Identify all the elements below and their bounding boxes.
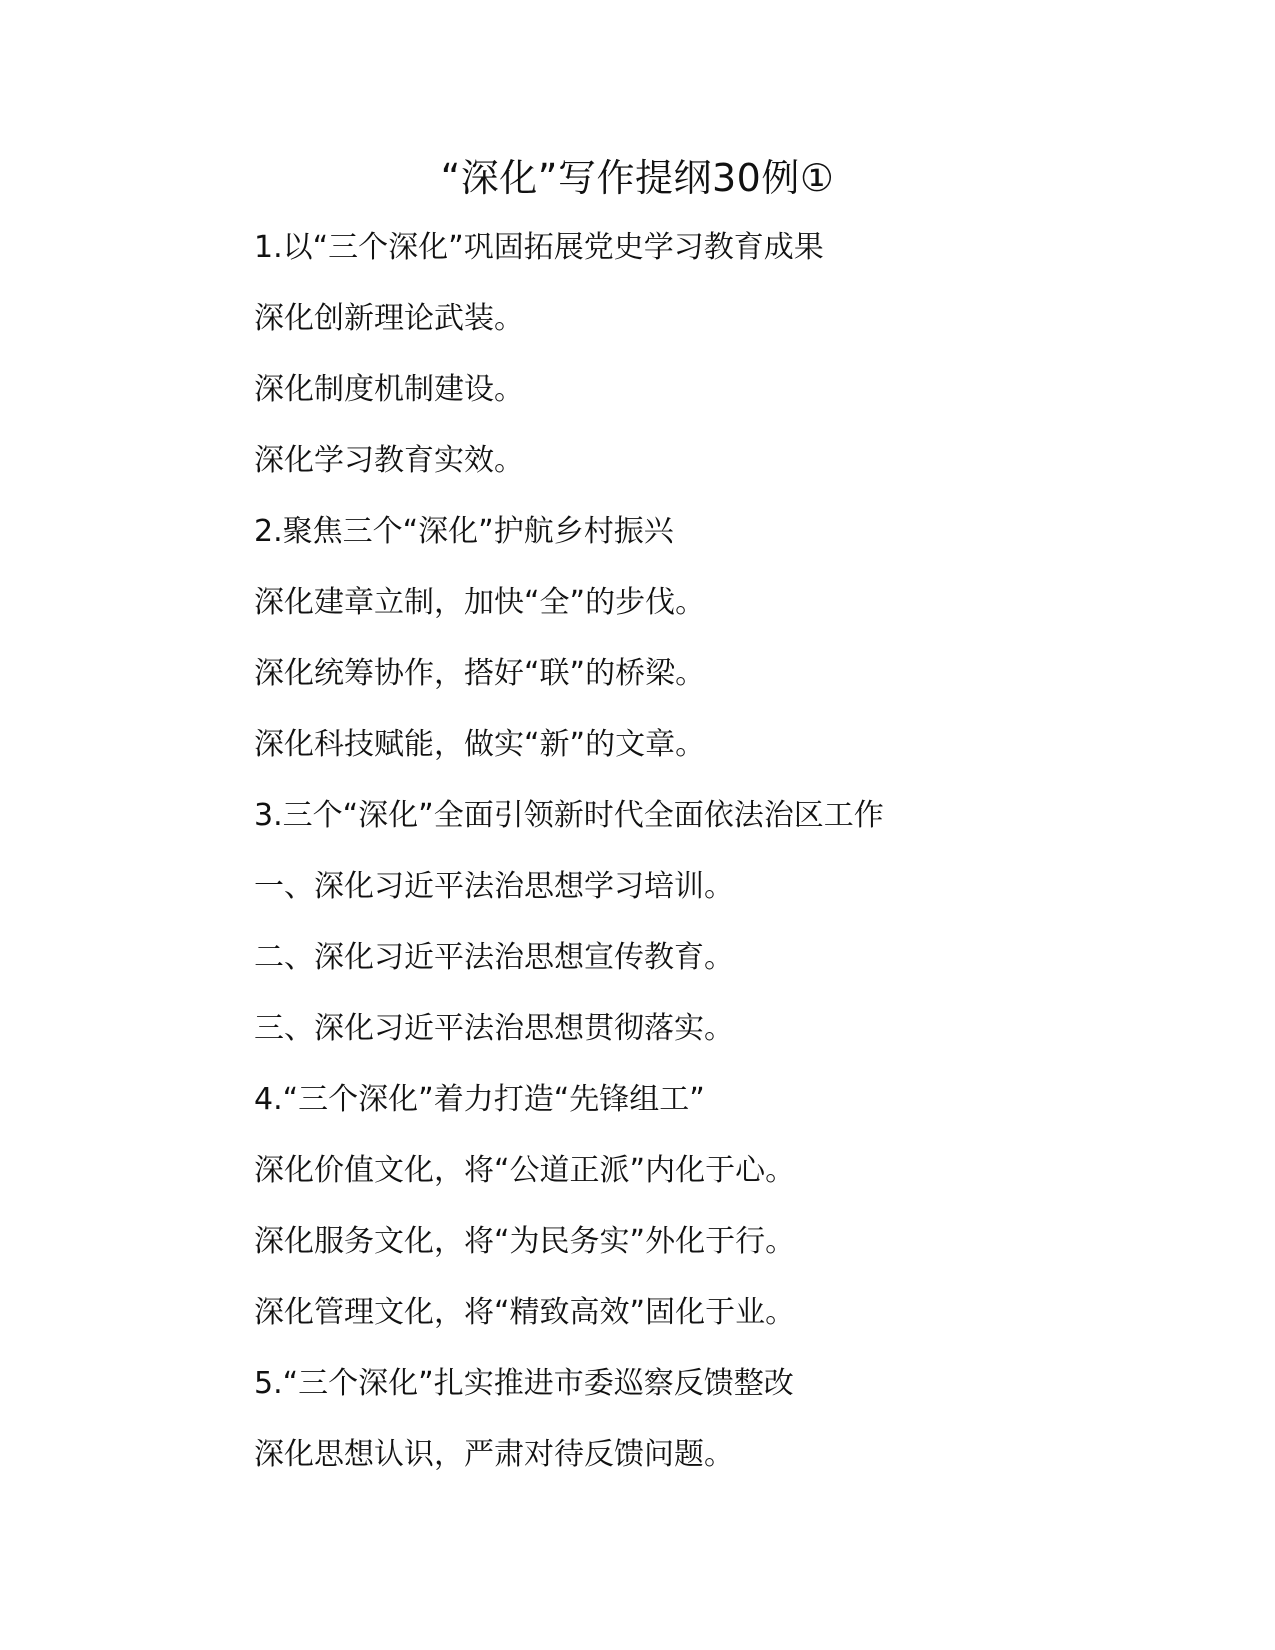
paragraph-line: 深化科技赋能，做实“新”的文章。 [254, 727, 706, 762]
paragraph-line: 深化管理文化，将“精致高效”固化于业。 [254, 1295, 796, 1330]
paragraph-line: 深化价值文化，将“公道正派”内化于心。 [254, 1153, 796, 1188]
paragraph-line: 深化制度机制建设。 [254, 372, 524, 407]
paragraph-line: 二、深化习近平法治思想宣传教育。 [254, 940, 734, 975]
paragraph-line: 深化思想认识，严肃对待反馈问题。 [254, 1437, 734, 1472]
heading-4: 4.“三个深化”着力打造“先锋组工” [254, 1082, 705, 1117]
paragraph-line: 深化服务文化，将“为民务实”外化于行。 [254, 1224, 796, 1259]
paragraph-line: 深化统筹协作，搭好“联”的桥梁。 [254, 656, 706, 691]
paragraph-line: 深化创新理论武装。 [254, 301, 524, 336]
paragraph-line: 深化建章立制，加快“全”的步伐。 [254, 585, 706, 620]
heading-5: 5.“三个深化”扎实推进市委巡察反馈整改 [254, 1366, 794, 1401]
paragraph-line: 三、深化习近平法治思想贯彻落实。 [254, 1011, 734, 1046]
document-body [254, 228, 1214, 1506]
paragraph-line: 深化学习教育实效。 [254, 443, 524, 478]
document-title: “深化”写作提纲30例① [440, 156, 835, 200]
heading-3: 3.三个“深化”全面引领新时代全面依法治区工作 [254, 798, 884, 833]
heading-2: 2.聚焦三个“深化”护航乡村振兴 [254, 514, 674, 549]
heading-1: 1.以“三个深化”巩固拓展党史学习教育成果 [254, 230, 824, 265]
paragraph-line: 一、深化习近平法治思想学习培训。 [254, 869, 734, 904]
